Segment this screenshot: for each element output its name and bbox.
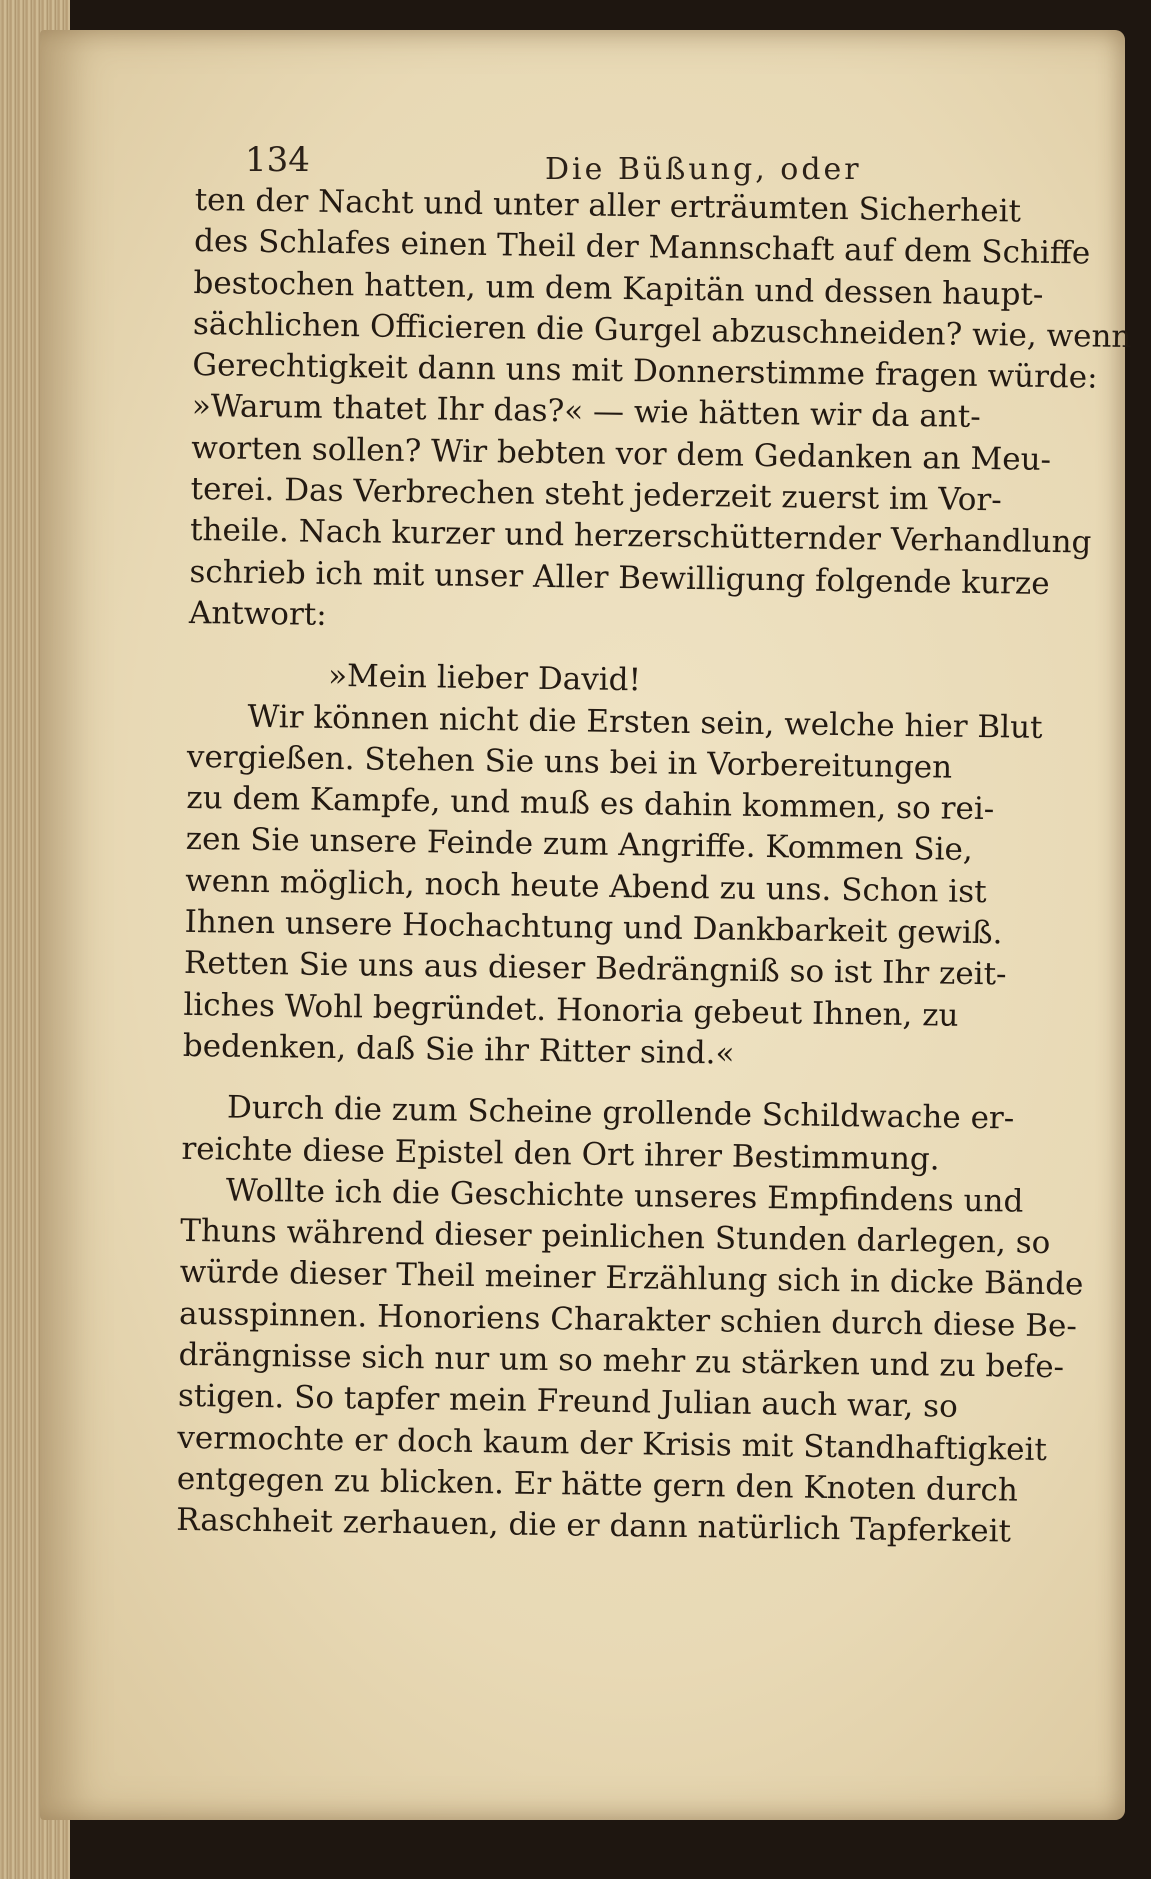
text-line: sächlichen Officieren die Gurgel abzuschneiden? wie, wenn	[192, 305, 1132, 355]
text-line: schrieb ich mit unser Aller Bewilligung folgende kurze	[189, 553, 1050, 602]
text-line: ten der Nacht und unter aller erträumten Sicherheit	[194, 181, 1022, 230]
text-line: würde dieser Theil meiner Erzählung sich in dicke Bände	[179, 1254, 1084, 1303]
text-line: des Schlafes einen Theil der Mannschaft auf dem Schiffe	[193, 223, 1091, 272]
text-line: worten sollen? Wir bebten vor dem Gedanken an Meu-	[191, 429, 1052, 478]
text-line: »Warum thatet Ihr das?« — wie hätten wir da ant-	[191, 388, 981, 436]
text-line: zen Sie unsere Feinde zum Angriffe. Kommen Sie,	[185, 821, 973, 869]
text-line: liches Wohl begründet. Honoria gebeut Ihnen, zu	[183, 986, 959, 1034]
text-line: bestochen hatten, um dem Kapitän und dessen haupt-	[193, 264, 1044, 313]
text-line: Ihnen unsere Hochachtung und Dankbarkeit gewiß.	[184, 903, 1003, 952]
body-text	[176, 180, 1132, 1554]
text-line: Retten Sie uns aus dieser Bedrängniß so ist Ihr zeit-	[183, 945, 1007, 993]
text-line: bedenken, daß Sie ihr Ritter sind.«	[182, 1027, 735, 1072]
text-line: ausspinnen. Honoriens Charakter schien durch diese Be-	[178, 1295, 1078, 1345]
text-line: Wir können nicht die Ersten sein, welche hier Blut	[247, 698, 1043, 746]
text-line: vermochte er doch kaum der Krisis mit Standhaftigkeit	[177, 1419, 1048, 1468]
text-line: entgegen zu blicken. Er hätte gern den Knoten durch	[176, 1460, 1019, 1509]
page-number: 134	[245, 140, 310, 180]
text-line: theile. Nach kurzer und herzerschütternder Verhandlung	[189, 512, 1092, 561]
text-line: Gerechtigkeit dann uns mit Donnerstimme fragen würde:	[192, 347, 1098, 396]
text-line: drängnisse sich nur um so mehr zu stärken und zu befe-	[178, 1336, 1065, 1386]
text-line: stigen. So tapfer mein Freund Julian auch war, so	[177, 1378, 959, 1426]
text-line: Raschheit zerhauen, die er dann natürlich Tapferkeit	[176, 1502, 1012, 1550]
text-line: vergießen. Stehen Sie uns bei in Vorbereitungen	[186, 738, 953, 786]
letter-salutation: »Mein lieber David!	[327, 658, 642, 699]
text-line: terei. Das Verbrechen steht jederzeit zuerst im Vor-	[190, 471, 1002, 519]
text-line: Thuns während dieser peinlichen Stunden darlegen, so	[180, 1213, 1051, 1262]
text-line: Wollte ich die Geschichte unseres Empfindens und	[225, 1172, 1024, 1220]
text-line: Durch die zum Scheine grollende Schildwache er-	[226, 1089, 1015, 1137]
text-line: Antwort:	[188, 594, 327, 633]
text-line: reichte diese Epistel den Ort ihrer Bestimmung.	[181, 1130, 940, 1178]
text-line: zu dem Kampfe, und muß es dahin kommen, so rei-	[186, 780, 995, 828]
text-line: wenn möglich, noch heute Abend zu uns. Schon ist	[184, 862, 987, 910]
running-title: Die Büßung, oder	[545, 152, 862, 187]
